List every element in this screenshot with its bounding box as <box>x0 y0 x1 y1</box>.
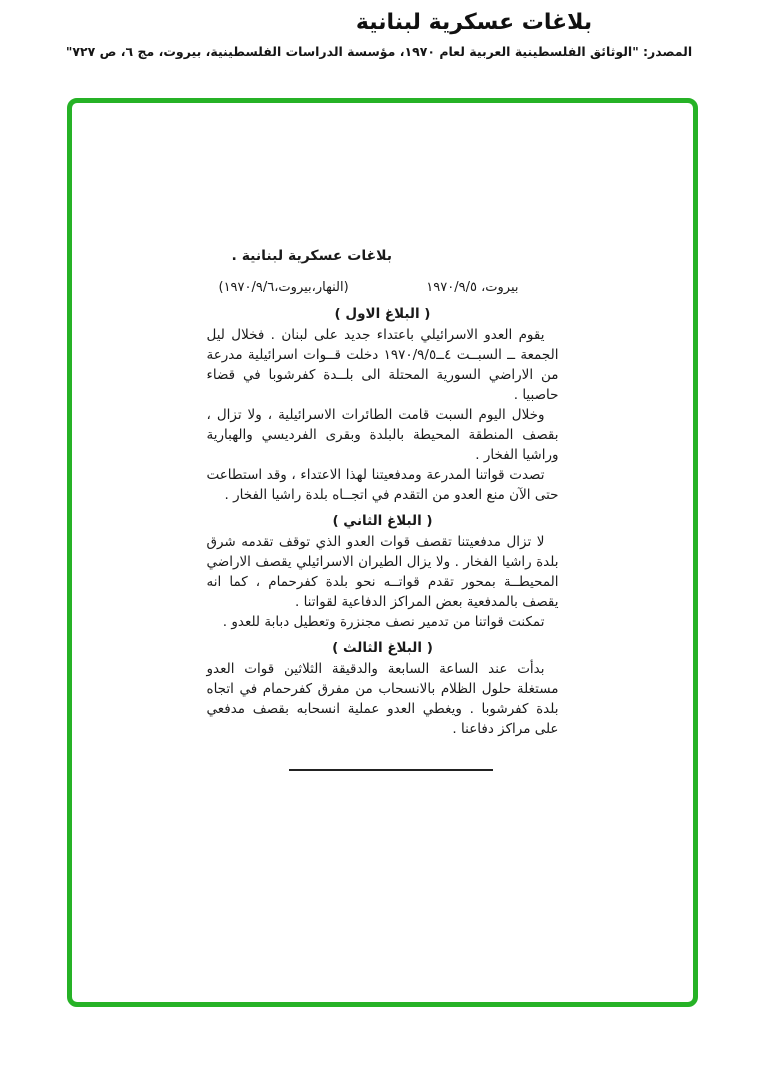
paragraph: وخلال اليوم السبت قامت الطائرات الاسرائيلية ، ولا تزال ، بقصف المنطقة المحيطة بالبلدة وبقرى الفرديسي والهبارية وراشيا الفخار . <box>206 407 559 463</box>
paragraph: يقوم العدو الاسرائيلي باعتداء جديد على لبنان . فخلال ليل الجمعة ــ السبــت ٤ــ١٩٧٠/٩/٥ دخلت قــوات اسرائيلية مدرعة من الاراضي السورية المحتلة الى بلــدة كفرشوبا في قضاء حاصبيا . <box>206 327 559 403</box>
section-heading: ( البلاغ الثالث ) <box>332 640 433 656</box>
section-bulletin-2 <box>207 511 559 632</box>
divider <box>289 769 493 771</box>
source-line: المصدر: "الوثائق الفلسطينية العربية لعام ١٩٧٠، مؤسسة الدراسات الفلسطينية، بيروت، مج ٦، ص ٧٢٧" <box>65 44 693 59</box>
paragraph: لا تزال مدفعيتنا تقصف قوات العدو الذي توقف تقدمه شرق بلدة راشيا الفخار . ولا يزال الطيران الاسرائيلي يقصف الاراضي المحيطــة بمحور تقدم قواتــه نحو بلدة كفرحمام ، كما انه يقصف بالمدفعية بعض المراكز الدفاعية لقواتنا . <box>206 534 559 610</box>
page-title: بلاغات عسكرية لبنانية <box>355 10 593 35</box>
document-page <box>207 103 559 771</box>
paragraph: بدأت عند الساعة السابعة والدقيقة الثلاثين قوات العدو مستغلة حلول الظلام بالانسحاب من مفرق كفرحمام في اتجاه بلدة كفرشوبا . ويغطي العدو عملية انسحابه بقصف مدفعي على مراكز دفاعنا . <box>206 661 559 737</box>
doc-title <box>207 246 559 266</box>
scan-frame <box>67 98 698 1007</box>
paragraph: تمكنت قواتنا من تدمير نصف مجنزرة وتعطيل دبابة للعدو . <box>222 614 545 630</box>
paragraph: تصدت قواتنا المدرعة ومدفعيتنا لهذا الاعتداء ، وقد استطاعت حتى الآن منع العدو من التقدم في اتجــاه بلدة راشيا الفخار . <box>206 467 559 503</box>
section-bulletin-3 <box>207 638 559 739</box>
doc-title-text: بلاغات عسكرية لبنانية . <box>231 248 393 264</box>
section-heading: ( البلاغ الثاني ) <box>332 513 433 529</box>
section-heading: ( البلاغ الاول ) <box>334 306 431 322</box>
dateline <box>207 278 559 298</box>
newspaper-ref: (النهار،بيروت،١٩٧٠/٩/٦) <box>218 280 349 295</box>
place-date: بيروت، ١٩٧٠/٩/٥ <box>426 280 519 295</box>
page-header <box>0 0 758 59</box>
section-bulletin-1 <box>207 304 559 505</box>
